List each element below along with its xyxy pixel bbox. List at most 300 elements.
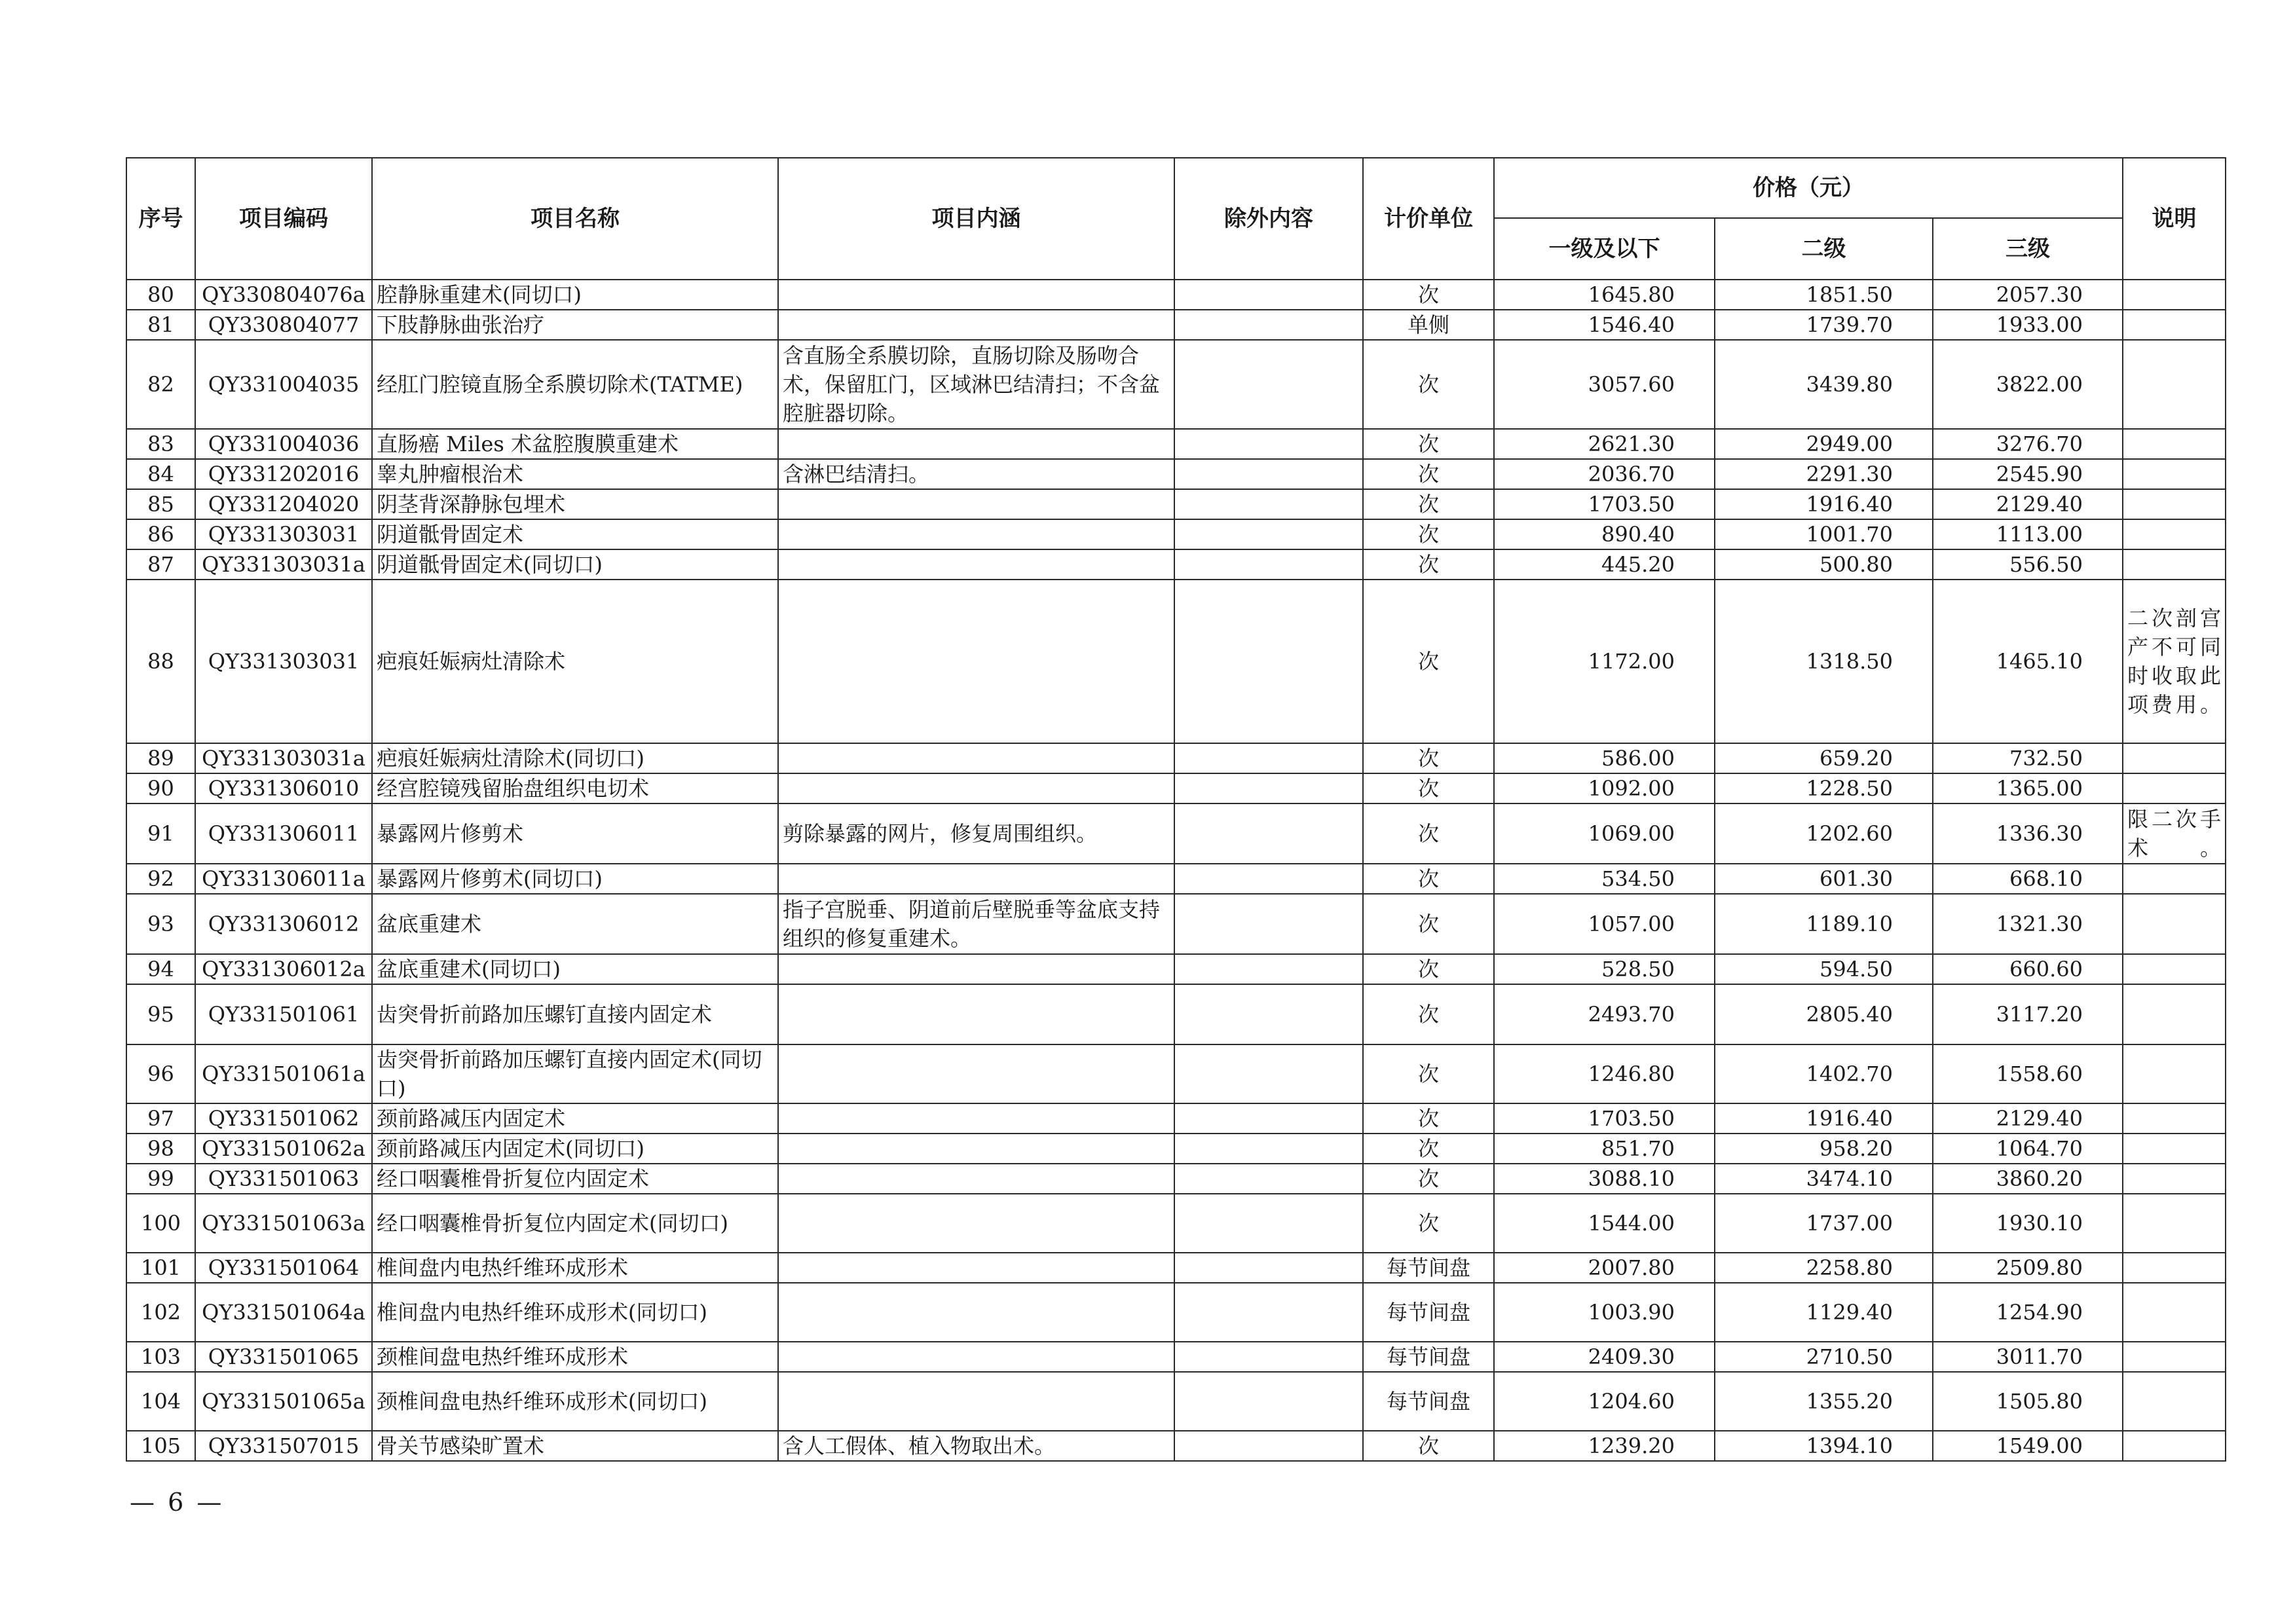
cell-price-level3: 3011.70 — [1933, 1342, 2123, 1372]
cell-seq: 98 — [126, 1134, 195, 1164]
cell-content — [778, 280, 1174, 310]
cell-name: 盆底重建术(同切口) — [372, 954, 778, 984]
cell-price-level1: 528.50 — [1494, 954, 1715, 984]
cell-content — [778, 489, 1174, 519]
cell-name: 经肛门腔镜直肠全系膜切除术(TATME) — [372, 340, 778, 429]
cell-price-level1: 1703.50 — [1494, 1103, 1715, 1134]
cell-price-level1: 1239.20 — [1494, 1431, 1715, 1461]
cell-price-level3: 1558.60 — [1933, 1044, 2123, 1103]
cell-seq: 94 — [126, 954, 195, 984]
cell-content: 含直肠全系膜切除，直肠切除及肠吻合术，保留肛门，区域淋巴结清扫；不含盆腔脏器切除。 — [778, 340, 1174, 429]
cell-seq: 95 — [126, 984, 195, 1044]
cell-price-level1: 2621.30 — [1494, 429, 1715, 459]
cell-price-level2: 1851.50 — [1715, 280, 1933, 310]
cell-seq: 102 — [126, 1283, 195, 1342]
cell-seq: 100 — [126, 1194, 195, 1253]
table-row — [126, 1103, 2226, 1134]
cell-price-level3: 556.50 — [1933, 549, 2123, 580]
cell-unit: 次 — [1363, 1431, 1494, 1461]
cell-name: 腔静脉重建术(同切口) — [372, 280, 778, 310]
cell-content — [778, 1103, 1174, 1134]
cell-price-level1: 1544.00 — [1494, 1194, 1715, 1253]
header-note: 说明 — [2123, 158, 2226, 280]
cell-price-level2: 659.20 — [1715, 743, 1933, 773]
cell-name: 椎间盘内电热纤维环成形术(同切口) — [372, 1283, 778, 1342]
table-row — [126, 340, 2226, 429]
cell-excluded — [1174, 1164, 1363, 1194]
cell-name: 盆底重建术 — [372, 894, 778, 954]
cell-excluded — [1174, 803, 1363, 864]
cell-excluded — [1174, 773, 1363, 803]
cell-excluded — [1174, 459, 1363, 489]
cell-seq: 103 — [126, 1342, 195, 1372]
table-row — [126, 459, 2226, 489]
cell-code: QY330804076a — [195, 280, 372, 310]
cell-excluded — [1174, 1194, 1363, 1253]
cell-price-level3: 1321.30 — [1933, 894, 2123, 954]
cell-price-level2: 1001.70 — [1715, 519, 1933, 549]
cell-content — [778, 1342, 1174, 1372]
table-row — [126, 1283, 2226, 1342]
cell-unit: 次 — [1363, 1103, 1494, 1134]
cell-code: QY331306011a — [195, 864, 372, 894]
cell-seq: 104 — [126, 1372, 195, 1431]
cell-code: QY331501065 — [195, 1342, 372, 1372]
cell-price-level1: 1172.00 — [1494, 580, 1715, 743]
cell-code: QY331501061a — [195, 1044, 372, 1103]
cell-content — [778, 580, 1174, 743]
cell-unit: 次 — [1363, 459, 1494, 489]
cell-note — [2123, 459, 2226, 489]
cell-price-level1: 1057.00 — [1494, 894, 1715, 954]
cell-note — [2123, 1164, 2226, 1194]
cell-excluded — [1174, 280, 1363, 310]
cell-price-level3: 3117.20 — [1933, 984, 2123, 1044]
cell-name: 疤痕妊娠病灶清除术 — [372, 580, 778, 743]
cell-unit: 次 — [1363, 803, 1494, 864]
cell-unit: 次 — [1363, 894, 1494, 954]
cell-name: 阴茎背深静脉包埋术 — [372, 489, 778, 519]
table-row — [126, 743, 2226, 773]
cell-name: 疤痕妊娠病灶清除术(同切口) — [372, 743, 778, 773]
cell-seq: 99 — [126, 1164, 195, 1194]
cell-unit: 次 — [1363, 1044, 1494, 1103]
cell-price-level2: 958.20 — [1715, 1134, 1933, 1164]
cell-unit: 次 — [1363, 954, 1494, 984]
cell-unit: 单侧 — [1363, 310, 1494, 340]
cell-name: 下肢静脉曲张治疗 — [372, 310, 778, 340]
cell-name: 直肠癌 Miles 术盆腔腹膜重建术 — [372, 429, 778, 459]
cell-unit: 次 — [1363, 864, 1494, 894]
cell-price-level1: 2036.70 — [1494, 459, 1715, 489]
cell-unit: 次 — [1363, 743, 1494, 773]
header-unit: 计价单位 — [1363, 158, 1494, 280]
cell-price-level3: 1064.70 — [1933, 1134, 2123, 1164]
cell-price-level3: 1365.00 — [1933, 773, 2123, 803]
cell-excluded — [1174, 549, 1363, 580]
cell-price-level2: 1318.50 — [1715, 580, 1933, 743]
cell-code: QY331306010 — [195, 773, 372, 803]
cell-content — [778, 984, 1174, 1044]
cell-name: 暴露网片修剪术 — [372, 803, 778, 864]
cell-code: QY331501062 — [195, 1103, 372, 1134]
table-row — [126, 1342, 2226, 1372]
cell-price-level1: 1069.00 — [1494, 803, 1715, 864]
cell-unit: 每节间盘 — [1363, 1253, 1494, 1283]
cell-seq: 81 — [126, 310, 195, 340]
table-row — [126, 1164, 2226, 1194]
cell-price-level3: 3276.70 — [1933, 429, 2123, 459]
cell-code: QY331303031 — [195, 580, 372, 743]
cell-code: QY331303031 — [195, 519, 372, 549]
cell-content: 剪除暴露的网片，修复周围组织。 — [778, 803, 1174, 864]
cell-unit: 次 — [1363, 580, 1494, 743]
cell-price-level2: 500.80 — [1715, 549, 1933, 580]
cell-price-level1: 1204.60 — [1494, 1372, 1715, 1431]
cell-name: 颈椎间盘电热纤维环成形术 — [372, 1342, 778, 1372]
cell-price-level1: 2007.80 — [1494, 1253, 1715, 1283]
cell-note — [2123, 864, 2226, 894]
cell-seq: 105 — [126, 1431, 195, 1461]
header-level2: 二级 — [1715, 218, 1933, 280]
table-row — [126, 1044, 2226, 1103]
cell-code: QY331004036 — [195, 429, 372, 459]
cell-name: 睾丸肿瘤根治术 — [372, 459, 778, 489]
cell-excluded — [1174, 743, 1363, 773]
table-row — [126, 803, 2226, 864]
cell-price-level2: 1394.10 — [1715, 1431, 1933, 1461]
cell-price-level2: 1916.40 — [1715, 489, 1933, 519]
cell-price-level3: 1505.80 — [1933, 1372, 2123, 1431]
cell-code: QY331501065a — [195, 1372, 372, 1431]
cell-note — [2123, 489, 2226, 519]
cell-note — [2123, 743, 2226, 773]
cell-excluded — [1174, 310, 1363, 340]
cell-note — [2123, 894, 2226, 954]
cell-price-level2: 1355.20 — [1715, 1372, 1933, 1431]
cell-content — [778, 549, 1174, 580]
cell-price-level1: 586.00 — [1494, 743, 1715, 773]
cell-content — [778, 1194, 1174, 1253]
table-row — [126, 519, 2226, 549]
cell-unit: 次 — [1363, 340, 1494, 429]
cell-price-level1: 534.50 — [1494, 864, 1715, 894]
cell-note — [2123, 954, 2226, 984]
table-row — [126, 429, 2226, 459]
cell-content — [778, 1164, 1174, 1194]
cell-seq: 90 — [126, 773, 195, 803]
header-name: 项目名称 — [372, 158, 778, 280]
table-body — [126, 280, 2226, 1461]
table-row — [126, 1253, 2226, 1283]
table-row — [126, 549, 2226, 580]
cell-excluded — [1174, 1044, 1363, 1103]
cell-price-level3: 1930.10 — [1933, 1194, 2123, 1253]
cell-excluded — [1174, 1372, 1363, 1431]
cell-unit: 次 — [1363, 1134, 1494, 1164]
cell-excluded — [1174, 340, 1363, 429]
cell-price-level2: 1402.70 — [1715, 1044, 1933, 1103]
cell-price-level2: 601.30 — [1715, 864, 1933, 894]
cell-seq: 84 — [126, 459, 195, 489]
cell-seq: 93 — [126, 894, 195, 954]
cell-note — [2123, 1194, 2226, 1253]
cell-unit: 次 — [1363, 280, 1494, 310]
cell-code: QY331501064a — [195, 1283, 372, 1342]
cell-excluded — [1174, 1134, 1363, 1164]
cell-unit: 次 — [1363, 773, 1494, 803]
cell-name: 椎间盘内电热纤维环成形术 — [372, 1253, 778, 1283]
cell-unit: 次 — [1363, 549, 1494, 580]
cell-code: QY330804077 — [195, 310, 372, 340]
cell-price-level3: 1336.30 — [1933, 803, 2123, 864]
cell-note — [2123, 280, 2226, 310]
cell-note — [2123, 310, 2226, 340]
cell-price-level3: 3822.00 — [1933, 340, 2123, 429]
cell-code: QY331501062a — [195, 1134, 372, 1164]
cell-note — [2123, 1372, 2226, 1431]
cell-code: QY331501063a — [195, 1194, 372, 1253]
cell-price-level1: 3057.60 — [1494, 340, 1715, 429]
cell-excluded — [1174, 519, 1363, 549]
cell-price-level3: 2057.30 — [1933, 280, 2123, 310]
cell-content: 含淋巴结清扫。 — [778, 459, 1174, 489]
cell-name: 经口咽囊椎骨折复位内固定术(同切口) — [372, 1194, 778, 1253]
table-row — [126, 773, 2226, 803]
cell-unit: 每节间盘 — [1363, 1372, 1494, 1431]
table-row — [126, 1372, 2226, 1431]
cell-excluded — [1174, 580, 1363, 743]
cell-note — [2123, 1342, 2226, 1372]
cell-price-level1: 1645.80 — [1494, 280, 1715, 310]
cell-content — [778, 1283, 1174, 1342]
cell-price-level2: 1189.10 — [1715, 894, 1933, 954]
cell-unit: 次 — [1363, 489, 1494, 519]
page-number: — 6 — — [130, 1488, 225, 1517]
cell-code: QY331306011 — [195, 803, 372, 864]
cell-unit: 每节间盘 — [1363, 1342, 1494, 1372]
cell-content: 指子宫脱垂、阴道前后壁脱垂等盆底支持组织的修复重建术。 — [778, 894, 1174, 954]
cell-seq: 91 — [126, 803, 195, 864]
cell-price-level3: 660.60 — [1933, 954, 2123, 984]
cell-content — [778, 1134, 1174, 1164]
cell-price-level2: 2258.80 — [1715, 1253, 1933, 1283]
cell-price-level1: 1703.50 — [1494, 489, 1715, 519]
cell-note — [2123, 1044, 2226, 1103]
cell-price-level3: 732.50 — [1933, 743, 2123, 773]
cell-price-level2: 2710.50 — [1715, 1342, 1933, 1372]
cell-code: QY331501061 — [195, 984, 372, 1044]
cell-price-level1: 1003.90 — [1494, 1283, 1715, 1342]
header-seq: 序号 — [126, 158, 195, 280]
cell-content — [778, 954, 1174, 984]
cell-price-level3: 1933.00 — [1933, 310, 2123, 340]
cell-note — [2123, 1253, 2226, 1283]
price-table — [126, 157, 2226, 1462]
cell-price-level2: 2949.00 — [1715, 429, 1933, 459]
cell-content — [778, 773, 1174, 803]
cell-excluded — [1174, 1342, 1363, 1372]
cell-code: QY331306012 — [195, 894, 372, 954]
cell-price-level2: 3474.10 — [1715, 1164, 1933, 1194]
table-row — [126, 894, 2226, 954]
cell-name: 颈前路减压内固定术 — [372, 1103, 778, 1134]
cell-code: QY331204020 — [195, 489, 372, 519]
cell-price-level2: 1202.60 — [1715, 803, 1933, 864]
cell-seq: 83 — [126, 429, 195, 459]
cell-note — [2123, 1431, 2226, 1461]
cell-name: 骨关节感染旷置术 — [372, 1431, 778, 1461]
cell-name: 阴道骶骨固定术(同切口) — [372, 549, 778, 580]
cell-code: QY331306012a — [195, 954, 372, 984]
cell-price-level3: 2129.40 — [1933, 1103, 2123, 1134]
cell-price-level2: 2291.30 — [1715, 459, 1933, 489]
cell-excluded — [1174, 429, 1363, 459]
cell-seq: 96 — [126, 1044, 195, 1103]
cell-name: 经宫腔镜残留胎盘组织电切术 — [372, 773, 778, 803]
cell-unit: 次 — [1363, 1194, 1494, 1253]
header-level3: 三级 — [1933, 218, 2123, 280]
cell-code: QY331004035 — [195, 340, 372, 429]
cell-content — [778, 1044, 1174, 1103]
cell-content — [778, 1372, 1174, 1431]
cell-note — [2123, 519, 2226, 549]
cell-price-level2: 1916.40 — [1715, 1103, 1933, 1134]
cell-note: 限二次手术。 — [2123, 803, 2226, 864]
cell-price-level2: 1737.00 — [1715, 1194, 1933, 1253]
cell-unit: 每节间盘 — [1363, 1283, 1494, 1342]
cell-seq: 92 — [126, 864, 195, 894]
cell-note — [2123, 340, 2226, 429]
cell-price-level2: 1228.50 — [1715, 773, 1933, 803]
table-row — [126, 280, 2226, 310]
cell-note — [2123, 1134, 2226, 1164]
cell-content — [778, 519, 1174, 549]
cell-seq: 82 — [126, 340, 195, 429]
table-row — [126, 984, 2226, 1044]
cell-price-level2: 1129.40 — [1715, 1283, 1933, 1342]
cell-note — [2123, 1103, 2226, 1134]
cell-seq: 89 — [126, 743, 195, 773]
cell-excluded — [1174, 1431, 1363, 1461]
cell-name: 齿突骨折前路加压螺钉直接内固定术(同切口) — [372, 1044, 778, 1103]
cell-seq: 80 — [126, 280, 195, 310]
cell-price-level3: 2129.40 — [1933, 489, 2123, 519]
cell-note — [2123, 984, 2226, 1044]
cell-seq: 97 — [126, 1103, 195, 1134]
cell-price-level1: 1546.40 — [1494, 310, 1715, 340]
cell-excluded — [1174, 894, 1363, 954]
cell-name: 颈椎间盘电热纤维环成形术(同切口) — [372, 1372, 778, 1431]
cell-name: 经口咽囊椎骨折复位内固定术 — [372, 1164, 778, 1194]
cell-seq: 87 — [126, 549, 195, 580]
cell-code: QY331303031a — [195, 549, 372, 580]
cell-excluded — [1174, 984, 1363, 1044]
cell-price-level1: 2493.70 — [1494, 984, 1715, 1044]
cell-seq: 85 — [126, 489, 195, 519]
cell-code: QY331202016 — [195, 459, 372, 489]
cell-name: 颈前路减压内固定术(同切口) — [372, 1134, 778, 1164]
cell-code: QY331507015 — [195, 1431, 372, 1461]
cell-name: 阴道骶骨固定术 — [372, 519, 778, 549]
table-row — [126, 489, 2226, 519]
header-price-group: 价格（元） — [1494, 158, 2123, 218]
table-row — [126, 1194, 2226, 1253]
cell-content — [778, 310, 1174, 340]
cell-price-level1: 851.70 — [1494, 1134, 1715, 1164]
cell-price-level1: 2409.30 — [1494, 1342, 1715, 1372]
cell-note — [2123, 429, 2226, 459]
cell-price-level2: 594.50 — [1715, 954, 1933, 984]
table-row — [126, 954, 2226, 984]
cell-unit: 次 — [1363, 1164, 1494, 1194]
cell-price-level1: 1246.80 — [1494, 1044, 1715, 1103]
table-row — [126, 1431, 2226, 1461]
cell-excluded — [1174, 1283, 1363, 1342]
cell-price-level3: 3860.20 — [1933, 1164, 2123, 1194]
cell-price-level1: 3088.10 — [1494, 1164, 1715, 1194]
cell-seq: 101 — [126, 1253, 195, 1283]
cell-price-level3: 1549.00 — [1933, 1431, 2123, 1461]
cell-unit: 次 — [1363, 519, 1494, 549]
cell-excluded — [1174, 489, 1363, 519]
cell-code: QY331303031a — [195, 743, 372, 773]
cell-excluded — [1174, 1103, 1363, 1134]
cell-price-level3: 668.10 — [1933, 864, 2123, 894]
cell-content — [778, 1253, 1174, 1283]
cell-unit: 次 — [1363, 429, 1494, 459]
cell-price-level3: 1465.10 — [1933, 580, 2123, 743]
header-content: 项目内涵 — [778, 158, 1174, 280]
table-header — [126, 158, 2226, 280]
cell-excluded — [1174, 954, 1363, 984]
cell-seq: 86 — [126, 519, 195, 549]
header-excluded: 除外内容 — [1174, 158, 1363, 280]
cell-name: 暴露网片修剪术(同切口) — [372, 864, 778, 894]
table-row — [126, 1134, 2226, 1164]
cell-price-level3: 2509.80 — [1933, 1253, 2123, 1283]
cell-content — [778, 429, 1174, 459]
cell-content: 含人工假体、植入物取出术。 — [778, 1431, 1174, 1461]
cell-price-level1: 445.20 — [1494, 549, 1715, 580]
cell-price-level1: 1092.00 — [1494, 773, 1715, 803]
cell-excluded — [1174, 1253, 1363, 1283]
cell-seq: 88 — [126, 580, 195, 743]
header-level1: 一级及以下 — [1494, 218, 1715, 280]
cell-price-level3: 1254.90 — [1933, 1283, 2123, 1342]
cell-note — [2123, 1283, 2226, 1342]
cell-price-level2: 2805.40 — [1715, 984, 1933, 1044]
cell-price-level2: 1739.70 — [1715, 310, 1933, 340]
cell-note — [2123, 549, 2226, 580]
cell-price-level2: 3439.80 — [1715, 340, 1933, 429]
cell-excluded — [1174, 864, 1363, 894]
table-row — [126, 864, 2226, 894]
table-row — [126, 580, 2226, 743]
cell-price-level3: 2545.90 — [1933, 459, 2123, 489]
cell-price-level1: 890.40 — [1494, 519, 1715, 549]
cell-content — [778, 864, 1174, 894]
cell-unit: 次 — [1363, 984, 1494, 1044]
cell-note — [2123, 773, 2226, 803]
cell-code: QY331501064 — [195, 1253, 372, 1283]
cell-price-level3: 1113.00 — [1933, 519, 2123, 549]
cell-note: 二次剖宫产不可同时收取此项费用。 — [2123, 580, 2226, 743]
cell-name: 齿突骨折前路加压螺钉直接内固定术 — [372, 984, 778, 1044]
header-code: 项目编码 — [195, 158, 372, 280]
cell-content — [778, 743, 1174, 773]
table-row — [126, 310, 2226, 340]
